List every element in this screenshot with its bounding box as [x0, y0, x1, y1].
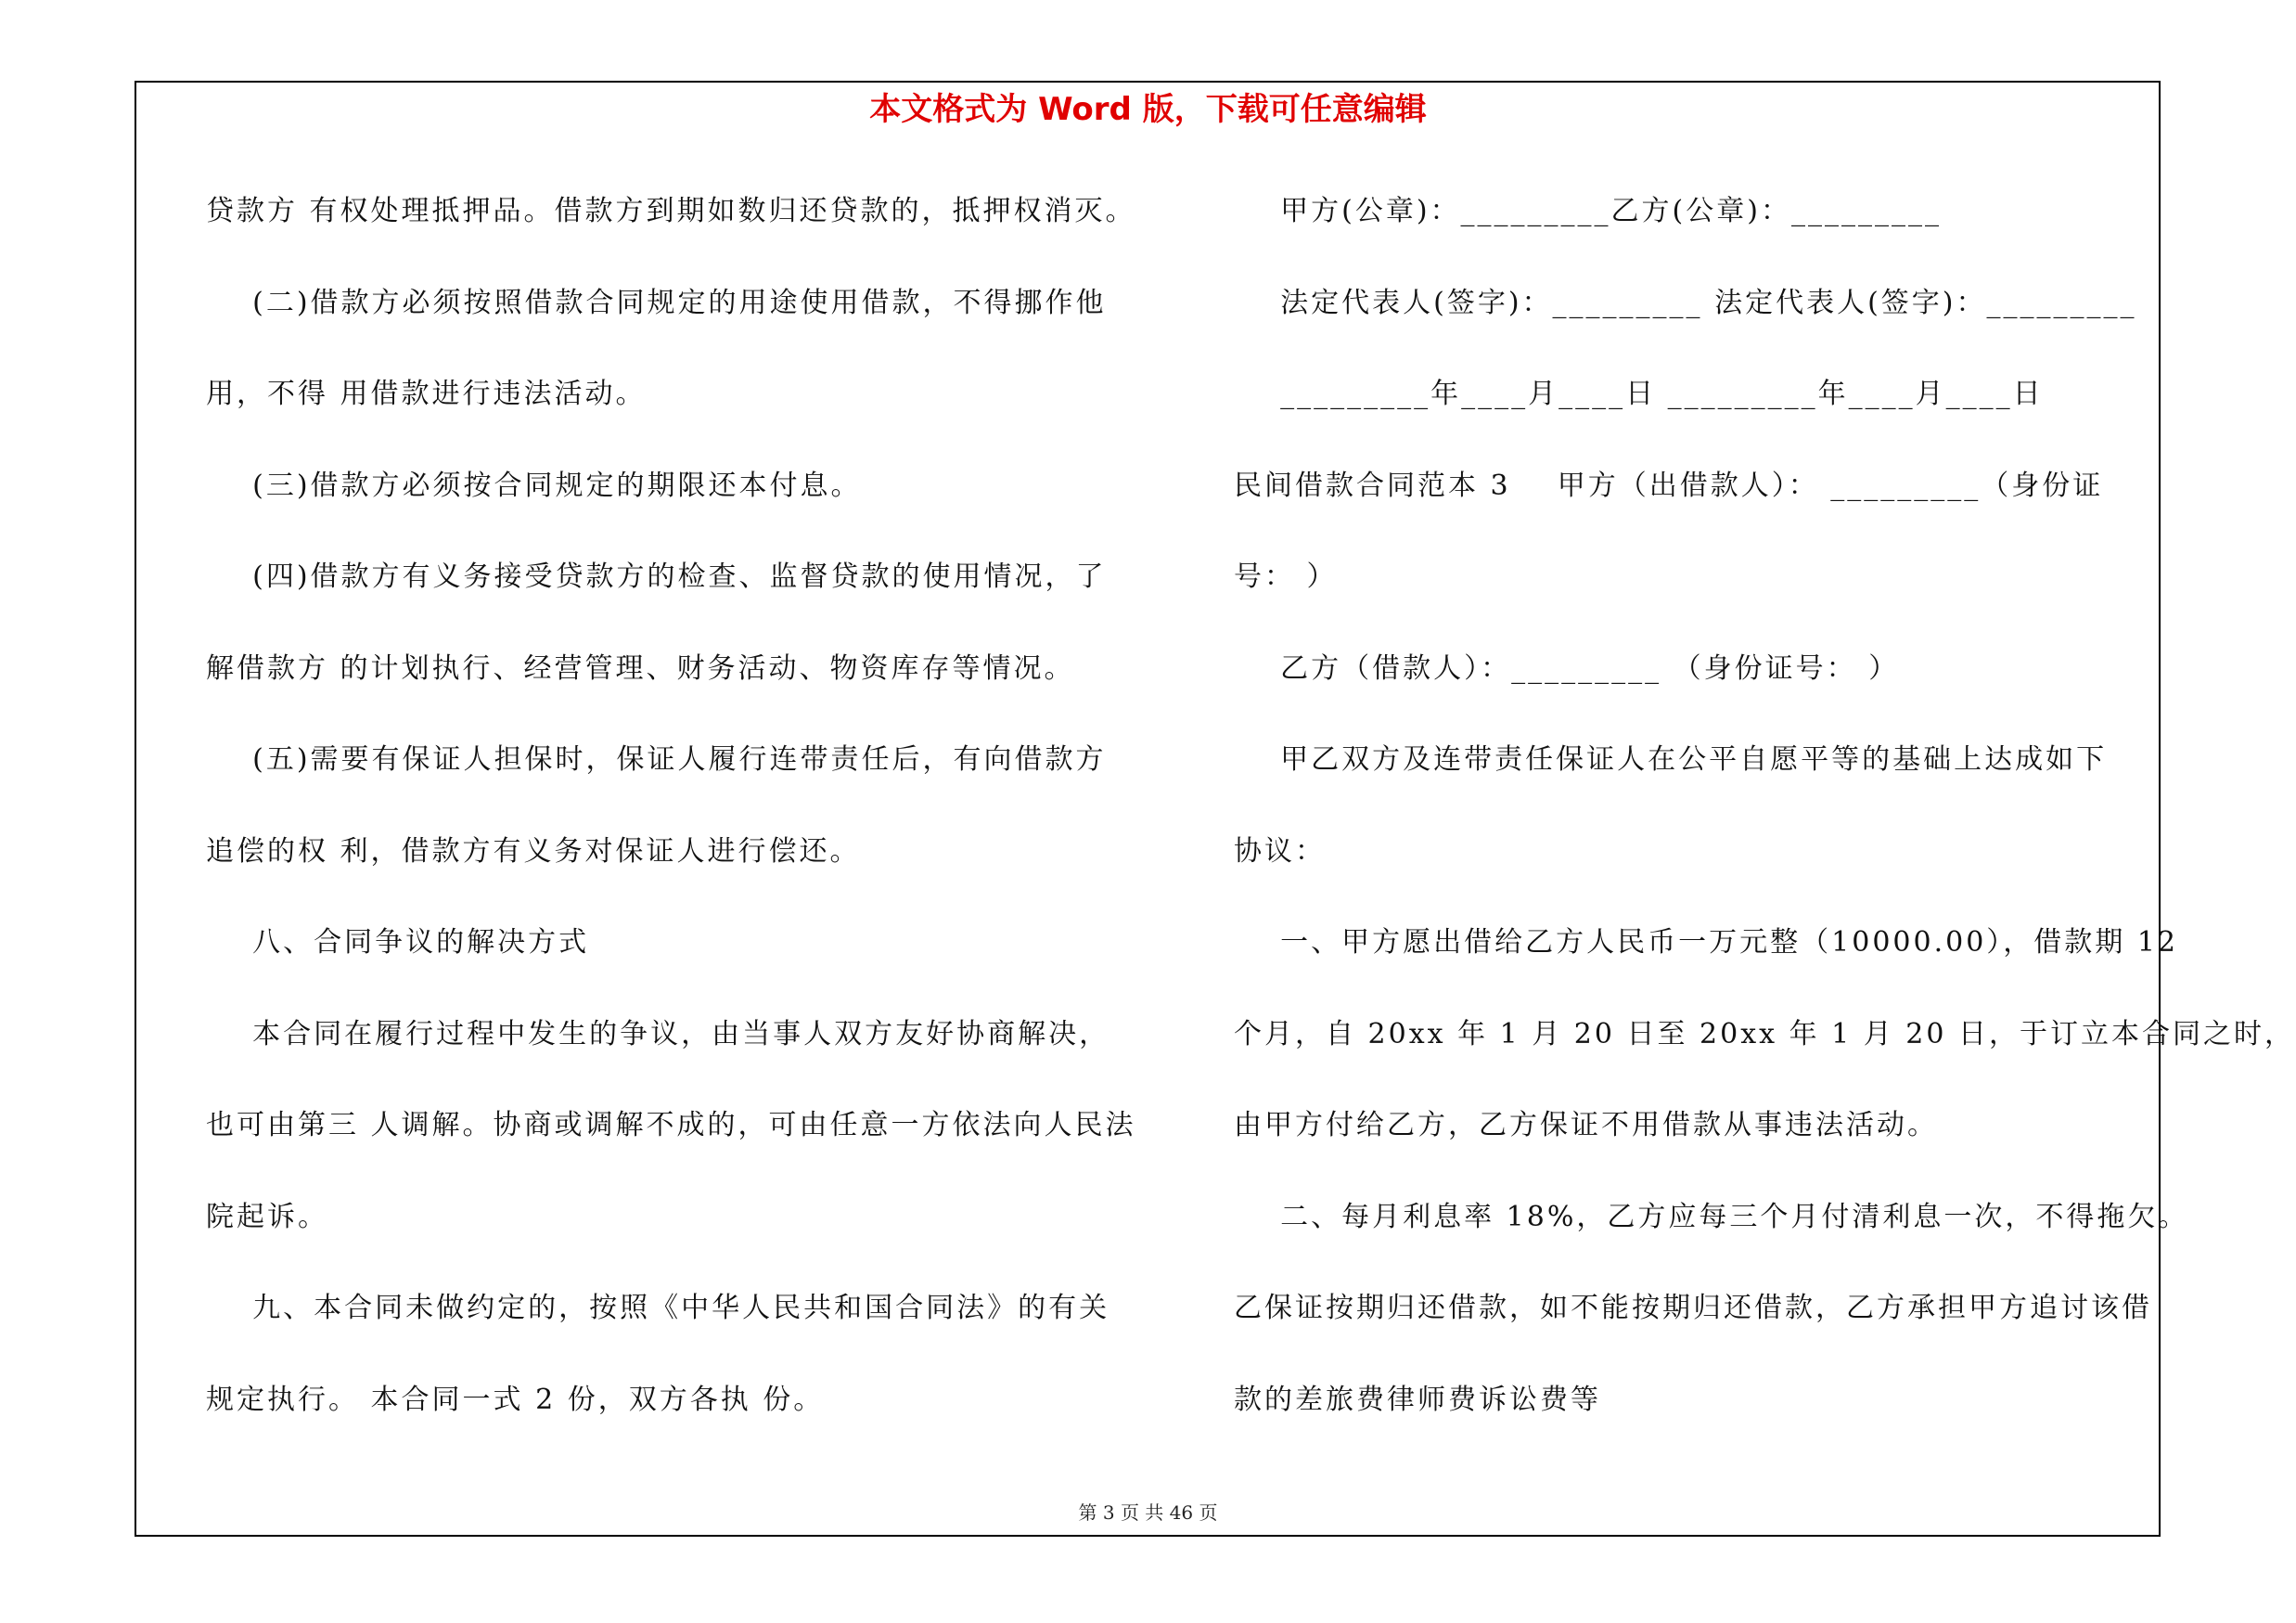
text-line: 院起诉。: [206, 1200, 328, 1233]
page-number: 第 3 页 共 46 页: [1078, 1501, 1218, 1524]
text-line: 号： ）: [1234, 560, 1338, 593]
text-line: 规定执行。 本合同一式 2 份，双方各执 份。: [206, 1383, 825, 1416]
text-line: 法定代表人(签字)：_________ 法定代表人(签字)：_________: [1234, 286, 2137, 319]
text-line: 本合同在履行过程中发生的争议，由当事人双方友好协商解决，: [206, 1017, 1110, 1050]
text-line: 个月，自 20xx 年 1 月 20 日至 20xx 年 1 月 20 日，于订立本合同之时，: [1234, 1017, 2295, 1050]
text-line: 也可由第三 人调解。协商或调解不成的，可由任意一方依法向人民法: [206, 1109, 1136, 1141]
text-line: 八、合同争议的解决方式: [206, 926, 590, 959]
text-line: 由甲方付给乙方，乙方保证不用借款从事违法活动。: [1234, 1109, 1938, 1141]
text-line: 甲方(公章)：_________乙方(公章)：_________: [1234, 195, 1942, 227]
text-line: 甲乙双方及连带责任保证人在公平自愿平等的基础上达成如下: [1234, 743, 2108, 776]
text-line: 乙保证按期归还借款，如不能按期归还借款，乙方承担甲方追讨该借: [1234, 1292, 2152, 1324]
text-line: 乙方（借款人）：_________ （身份证号： ）: [1234, 651, 1900, 685]
text-line: (五)需要有保证人担保时，保证人履行连带责任后，有向借款方: [206, 743, 1107, 776]
text-line: 一、甲方愿出借给乙方人民币一万元整（10000.00），借款期 12: [1234, 926, 2178, 959]
text-line: (四)借款方有义务接受贷款方的检查、监督贷款的使用情况，了: [206, 560, 1107, 593]
text-line: 协议：: [1234, 834, 1326, 868]
text-line: 民间借款合同范本 3 甲方（出借款人）： _________（身份证: [1234, 469, 2104, 502]
text-line: _________年____月____日 _________年____月____日: [1234, 378, 2044, 410]
text-line: 九、本合同未做约定的，按照《中华人民共和国合同法》的有关: [206, 1292, 1110, 1324]
text-line: 用，不得 用借款进行违法活动。: [206, 378, 647, 410]
text-line: 贷款方 有权处理抵押品。借款方到期如数归还贷款的，抵押权消灭。: [206, 195, 1136, 227]
right-column: [1234, 184, 2295, 1463]
text-line: (三)借款方必须按合同规定的期限还本付息。: [206, 469, 862, 502]
text-line: 款的差旅费律师费诉讼费等: [1234, 1383, 1601, 1416]
format-banner: 本文格式为 Word 版，下载可任意编辑: [869, 91, 1427, 128]
text-line: 解借款方 的计划执行、经营管理、财务活动、物资库存等情况。: [206, 651, 1075, 685]
text-line: 追偿的权 利，借款方有义务对保证人进行偿还。: [206, 834, 861, 868]
left-column: [206, 184, 1171, 1463]
text-line: (二)借款方必须按照借款合同规定的用途使用借款，不得挪作他: [206, 286, 1107, 319]
text-line: 二、每月利息率 18%，乙方应每三个月付清利息一次，不得拖欠。: [1234, 1200, 2189, 1233]
